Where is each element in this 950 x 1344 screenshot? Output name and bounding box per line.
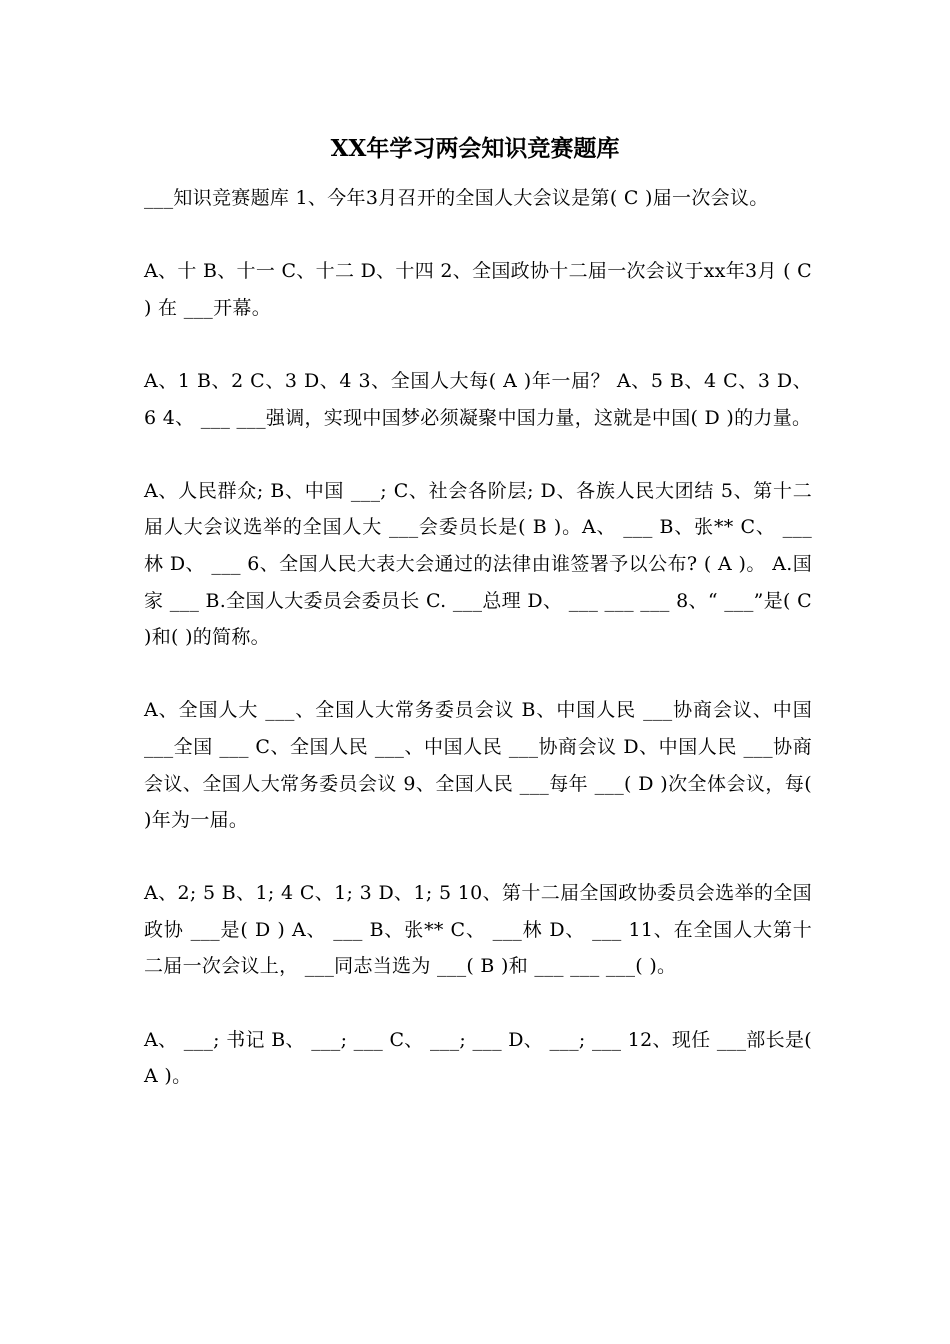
question-paragraph-7: A、 ___; 书记 B、 ___; ___ C、 ___; ___ D、 ___; ___ 12、现任 ___部长是( A )。: [144, 1028, 819, 1088]
question-paragraph-3: A、1 B、2 C、3 D、4 3、全国人大每( A )年一届？ A、5 B、4 C、3 D、6 4、 ___ ___强调，实现中国梦必须凝聚中国力量，这就是中国( D )的力量。: [144, 369, 812, 429]
question-paragraph-5: A、全国人大 ___、全国人大常务委员会议 B、中国人民 ___协商会议、中国 ___全国 ___ C、全国人民 ___、中国人民 ___协商会议 D、中国人民 ___协商会议、全国人大常务委员会议 9、全国人民 ___每年 ___( D )次全体会议，每( )年为一届。: [144, 699, 819, 832]
question-paragraph-4: A、人民群众; B、中国 ___; C、社会各阶层; D、各族人民大团结 5、第十二届人大会议选举的全国人大 ___会委员长是( B )。A、 ___ B、张** C、 ___林 D、 ___ 6、全国人民大表大会通过的法律由谁签署予以公布? ( A )。 A.国家 ___ B.全国人大委员会委员长 C. ___总理 D、 ___ ___ ___ 8、“ ___”是( C )和( )的简称。: [144, 479, 819, 649]
question-paragraph-6: A、2; 5 B、1; 4 C、1; 3 D、1; 5 10、第十二届全国政协委员会选举的全国政协 ___是( D ) A、 ___ B、张** C、 ___林 D、 ___ 11、在全国人大第十二届一次会议上， ___同志当选为 ___( B )和 ___ ___ ___( )。: [144, 882, 812, 978]
document-title: XX年学习两会知识竞赛题库: [330, 135, 620, 162]
question-paragraph-1: ___知识竞赛题库 1、今年3月召开的全国人大会议是第( C )届一次会议。: [144, 187, 769, 209]
document-body: [144, 180, 819, 1131]
question-paragraph-2: A、十 B、十一 C、十二 D、十四 2、全国政协十二届一次会议于xx年3月 ( C ) 在 ___开幕。: [144, 260, 819, 319]
